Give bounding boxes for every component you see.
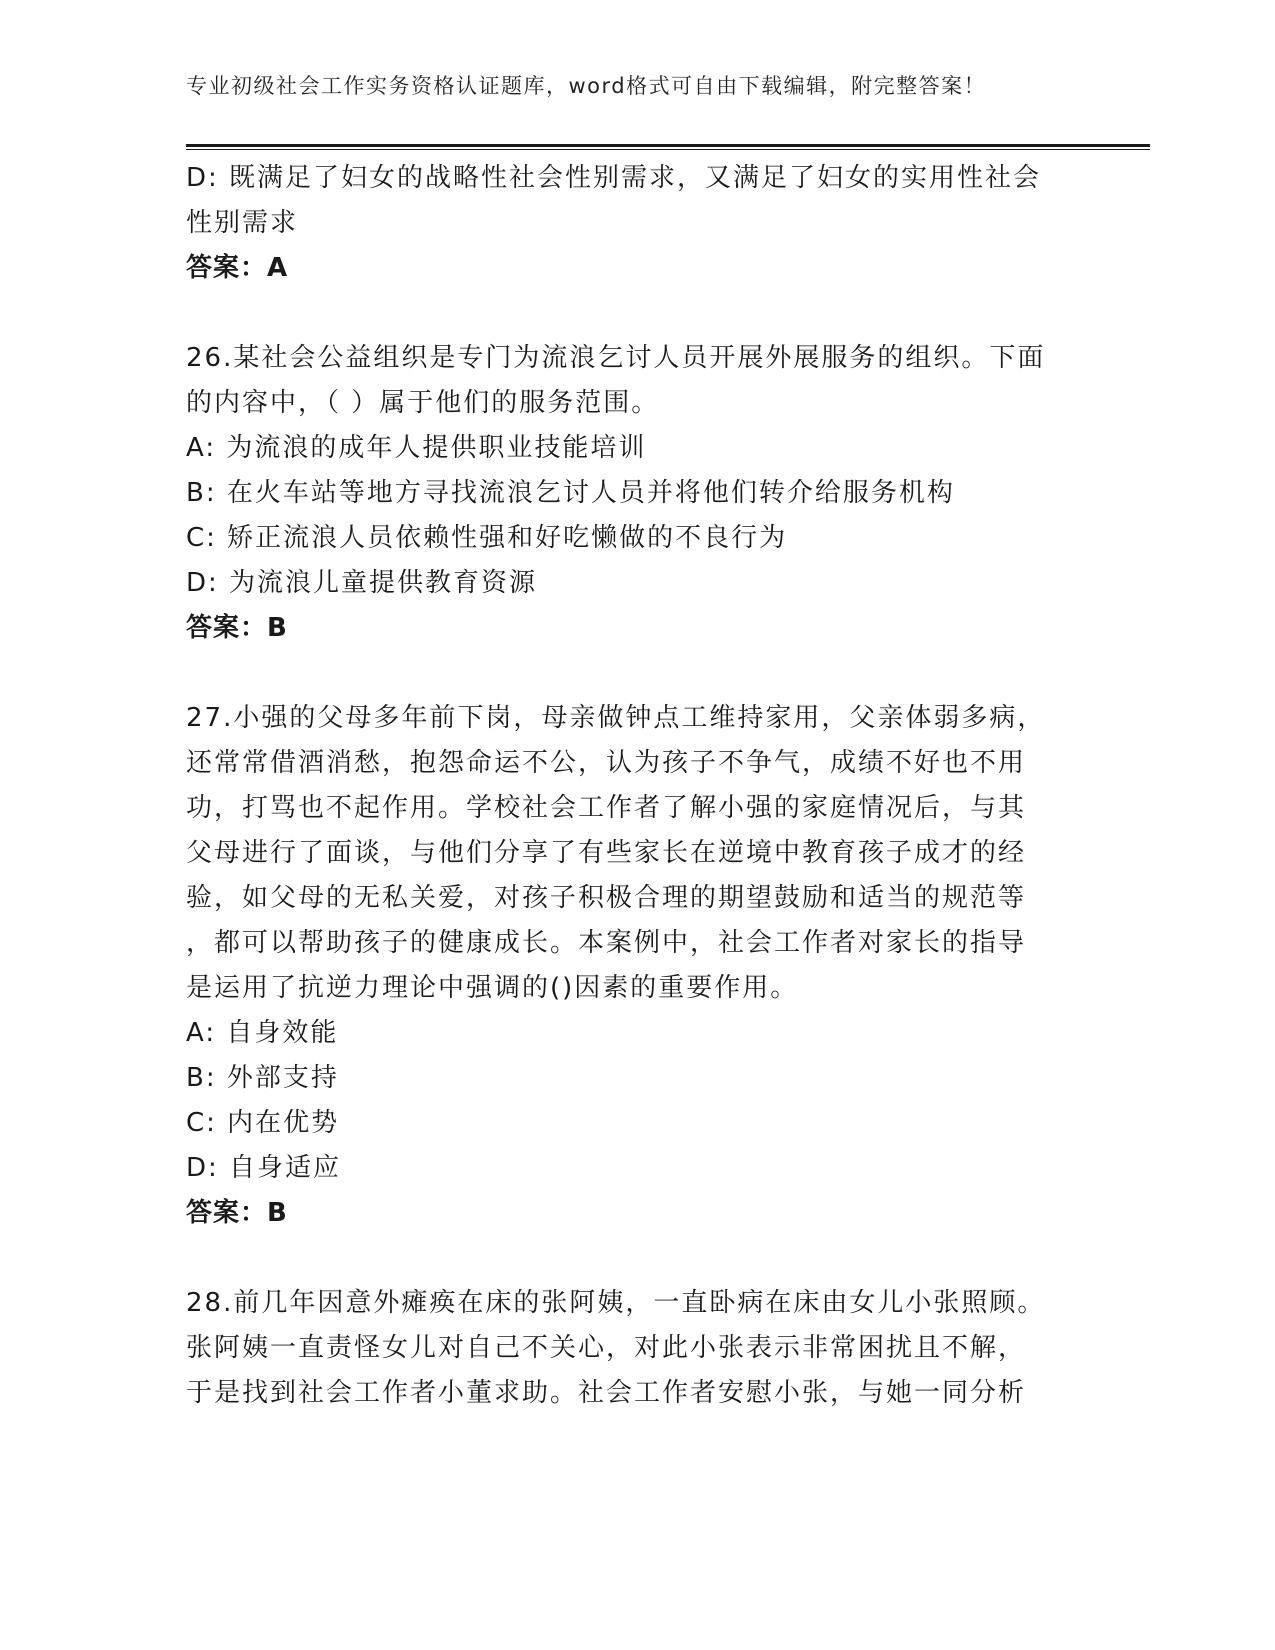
answer-line: 答案：B xyxy=(186,613,288,643)
question-stem: 验，如父母的无私关爱，对孩子积极合理的期望鼓励和适当的规范等 xyxy=(186,883,1027,913)
question-stem: ，都可以帮助孩子的健康成长。本案例中，社会工作者对家长的指导 xyxy=(186,928,1027,958)
header-rule-thick xyxy=(186,144,1150,147)
header-rule-thin xyxy=(186,149,1150,150)
option-c: C: 矫正流浪人员依赖性强和好吃懒做的不良行为 xyxy=(186,523,788,553)
option-d: D: 为流浪儿童提供教育资源 xyxy=(186,568,538,598)
question-28 xyxy=(186,1281,1086,1416)
option-d: D: 既满足了妇女的战略性社会性别需求，又满足了妇女的实用性社会 xyxy=(186,163,1042,193)
document-body xyxy=(186,156,1086,1416)
question-stem: 是运用了抗逆力理论中强调的()因素的重要作用。 xyxy=(186,973,799,1003)
question-stem: 28.前几年因意外瘫痪在床的张阿姨，一直卧病在床由女儿小张照顾。 xyxy=(186,1288,1046,1318)
question-stem: 父母进行了面谈，与他们分享了有些家长在逆境中教育孩子成才的经 xyxy=(186,838,1027,868)
option-d-continued: 性别需求 xyxy=(186,208,299,238)
question-27 xyxy=(186,696,1086,1236)
question-stem: 张阿姨一直责怪女儿对自己不关心，对此小张表示非常困扰且不解， xyxy=(186,1333,1027,1363)
question-stem: 还常常借酒消愁，抱怨命运不公，认为孩子不争气，成绩不好也不用 xyxy=(186,748,1027,778)
option-b: B: 外部支持 xyxy=(186,1063,339,1093)
option-b: B: 在火车站等地方寻找流浪乞讨人员并将他们转介给服务机构 xyxy=(186,478,955,508)
option-d: D: 自身适应 xyxy=(186,1153,342,1183)
spacer xyxy=(186,651,1086,696)
option-a: A: 为流浪的成年人提供职业技能培训 xyxy=(186,433,647,463)
question-stem: 27.小强的父母多年前下岗，母亲做钟点工维持家用，父亲体弱多病， xyxy=(186,703,1046,733)
question-26 xyxy=(186,336,1086,651)
question-stem: 26.某社会公益组织是专门为流浪乞讨人员开展外展服务的组织。下面 xyxy=(186,343,1046,373)
answer-line: 答案：A xyxy=(186,253,289,283)
spacer xyxy=(186,291,1086,336)
option-a: A: 自身效能 xyxy=(186,1018,339,1048)
page-header: 专业初级社会工作实务资格认证题库，word格式可自由下载编辑，附完整答案！ xyxy=(186,74,987,98)
question-stem: 于是找到社会工作者小董求助。社会工作者安慰小张，与她一同分析 xyxy=(186,1378,1027,1408)
question-25-tail xyxy=(186,156,1086,291)
spacer xyxy=(186,1236,1086,1281)
question-stem: 的内容中，（ ）属于他们的服务范围。 xyxy=(186,388,660,418)
question-stem: 功，打骂也不起作用。学校社会工作者了解小强的家庭情况后，与其 xyxy=(186,793,1027,823)
option-c: C: 内在优势 xyxy=(186,1108,340,1138)
answer-line: 答案：B xyxy=(186,1198,288,1228)
